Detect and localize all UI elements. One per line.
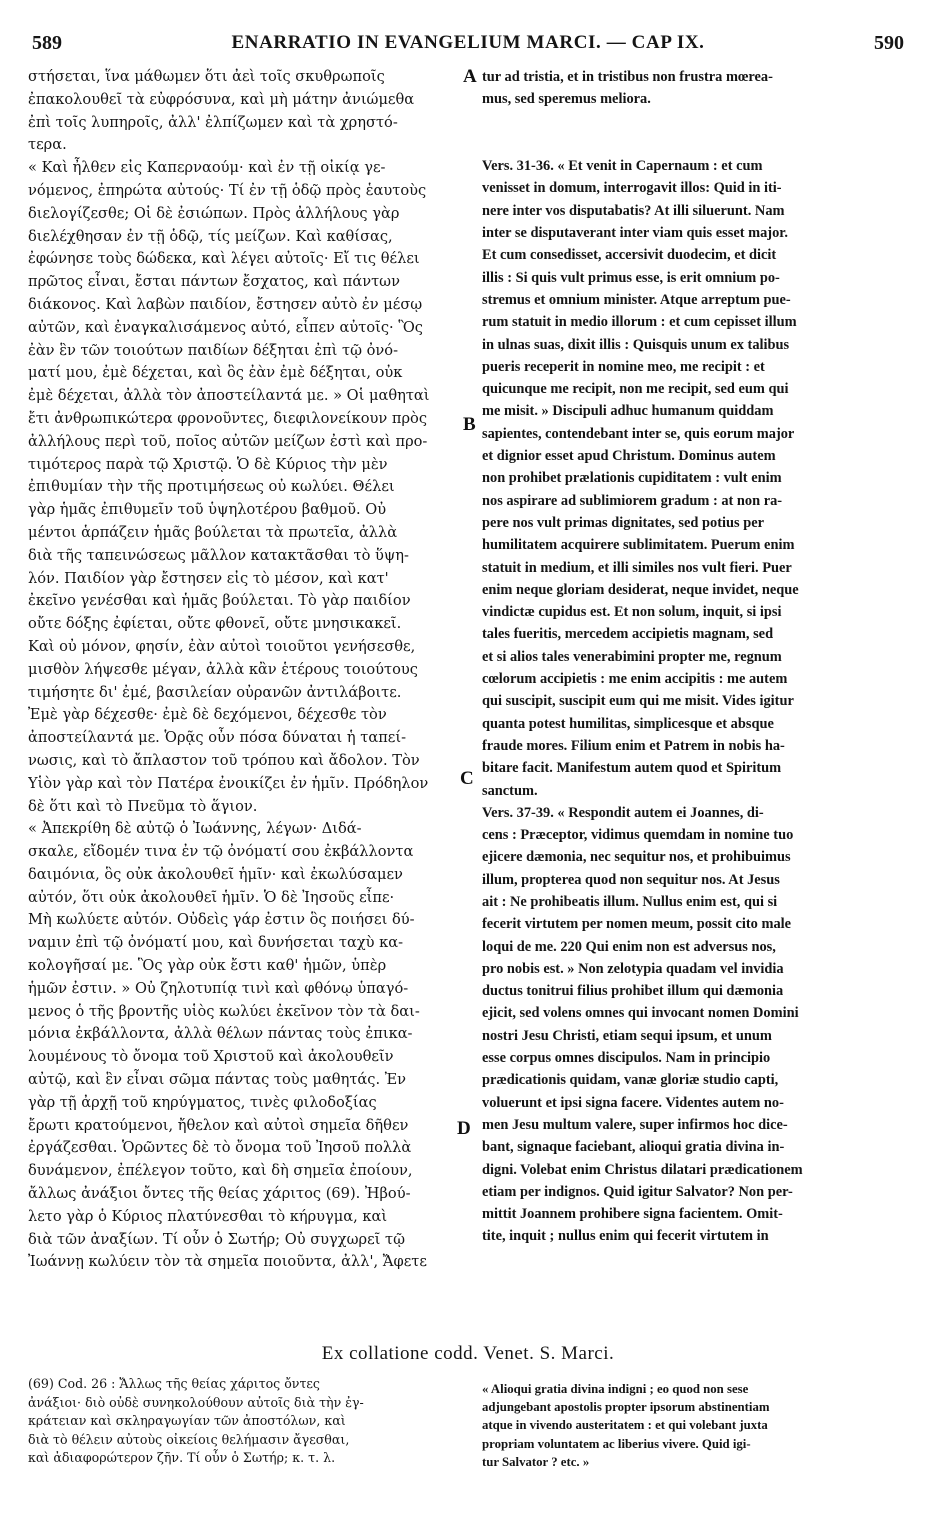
text-line: κράτειαν καὶ σκληραγωγίαν τῶν ἀποστόλων, καὶ [28, 1413, 346, 1429]
text-line: ἐὰν ἓν τῶν τοιούτων παιδίων δέξηται ἐπὶ τῷ ὀνό- [28, 341, 399, 359]
text-line: μενος ὁ τῆς βροντῆς υἱὸς κωλύει ἐκεῖνον τὸν τὰ δαι- [28, 1002, 420, 1020]
text-line: διὰ τῆς ταπεινώσεως μᾶλλον κατακτᾶσθαι τὸ ὕψη- [28, 546, 409, 564]
text-line: fraude mores. Filium enim et Patrem in nobis ha- [482, 737, 785, 754]
text-line: quicunque me recipit, non me recipit, sed eum qui [482, 381, 789, 398]
text-line: fecerit virtutem per nomen meum, possit cito male [482, 916, 792, 933]
text-line: statuit in medium, et illi similes nos vult fieri. Puer [482, 559, 792, 576]
text-line: tur Salvator ? etc. » [482, 1454, 590, 1469]
right-page-number: 590 [874, 32, 904, 54]
text-line: τιμήσητε δι' ἐμέ, βασιλείαν οὐρανῶν ἀντιλάβοιτε. [28, 683, 402, 701]
text-line: ἔρωτι κρατούμενοι, ἤθελον καὶ αὐτοὶ σημεῖα δῆθεν [28, 1116, 409, 1134]
text-line: nere inter vos disputabatis? At illi siluerunt. Nam [482, 202, 785, 219]
text-line: κολογῆσαί με. Ὃς γὰρ οὐκ ἔστι καθ' ἡμῶν, ὑπὲρ [28, 957, 387, 975]
text-line: γὰρ ἡμᾶς ἐπιθυμεῖν τοῦ ὑψηλοτέρου βαθμοῦ. Οὐ [28, 501, 387, 519]
greek-footnote [28, 1375, 460, 1468]
text-line: digni. Volebat enim Christus dilatari prædicationem [482, 1161, 803, 1178]
text-line: mittit Joannem prohibere signa facientem. Omit- [482, 1206, 783, 1223]
text-line: inter se disputaverant inter viam quis esset major. [482, 225, 788, 242]
margin-marker-d: D [457, 1118, 471, 1139]
text-line: atque in vivendo austeritatem : et qui volebant juxta [482, 1418, 768, 1433]
text-line: nostri Jesu Christi, etiam sequi ipsum, et unum [482, 1027, 772, 1044]
text-line: ναμιν ἐπὶ τῷ ὀνόματί μου, καὶ δυνήσεται ταχὺ κα- [28, 934, 404, 952]
text-line: Vers. 37-39. « Respondit autem ei Joannes, di- [482, 804, 764, 821]
text-line: pere nos vult primas dignitates, sed potius per [482, 514, 764, 531]
text-line: ἔτι ἀνθρωπικώτερα φρονοῦντες, διεφιλονείκουν πρὸς [28, 409, 427, 427]
text-line [482, 111, 894, 133]
text-line: pueris receperit in nomine meo, me recipit : et [482, 358, 765, 375]
text-line: διελογίζεσθε; Οἱ δὲ ἐσιώπων. Πρὸς ἀλλήλους γὰρ [28, 204, 400, 222]
text-line: διὰ τῶν ἀναξίων. Τί οὖν ὁ Σωτήρ; Οὐ συγχωρεῖ τῷ [28, 1230, 405, 1248]
text-line: cens : Præceptor, vidimus quemdam in nomine tuo [482, 827, 794, 844]
text-line: sanctum. [482, 782, 538, 799]
text-line: bant, signaque faciebant, alioqui gratia divina in- [482, 1139, 785, 1156]
text-line: vindictæ cupidus est. Et non solum, inquit, si ipsi [482, 604, 782, 621]
text-line: λουμένους τὸ ὄνομα τοῦ Χριστοῦ καὶ ἀκολουθεῖν [28, 1048, 394, 1066]
latin-text-column [482, 66, 894, 1248]
text-line: nos aspirare ad sublimiorem gradum : at non ra- [482, 492, 783, 509]
text-line: Ἐμὲ γὰρ δέχεσθε· ἐμὲ δὲ δεχόμενοι, δέχεσθε τὸν [28, 706, 387, 724]
text-line: αὐτῶν, καὶ ἐναγκαλισάμενος αὐτό, εἶπεν αὐτοῖς· Ὃς [28, 318, 423, 336]
text-line: humilitatem acquirere sublimitatem. Puerum enim [482, 537, 795, 554]
text-line: διὰ τὸ θέλειν αὐτοὺς οἰκείοις θελήμασιν ἄγεσθαι, [28, 1431, 350, 1447]
text-line: enim neque gloriam desiderat, neque invidet, neque [482, 581, 799, 598]
text-line: et si alios tales venerabimini propter me, regnum [482, 648, 782, 665]
text-line: καὶ ἀδιαφορώτερον ζῆν. Τί οὖν ὁ Σωτήρ; κ. τ. λ. [28, 1450, 336, 1466]
text-line: tite, inquit ; nullus enim qui fecerit virtutem in [482, 1228, 769, 1245]
text-line: ejicit, sed volens omnes qui invocant nomen Domini [482, 1005, 799, 1022]
text-line: cœlorum accipietis : me enim accipitis : me autem [482, 671, 788, 688]
text-line: ἐμὲ δέχεται, ἀλλὰ τὸν ἀποστείλαντά με. » Οἱ μαθηταὶ [28, 387, 430, 405]
text-line: etiam per indignos. Quid igitur Salvator? Non per- [482, 1183, 793, 1200]
text-line: Et cum consedisset, accersivit duodecim, et dicit [482, 247, 777, 264]
text-line: ἐπιθυμίαν τὴν τῆς προτιμήσεως οὐ κωλύει. Θέλει [28, 478, 395, 496]
text-line: (69) Cod. 26 : Ἄλλως τῆς θείας χάριτος ὄντες [28, 1376, 320, 1391]
text-line: Υἱὸν γὰρ καὶ τὸν Πατέρα ἐνοικίζει ἐν ἡμῖν. Πρόδηλον [28, 774, 429, 792]
text-line: διελέχθησαν ἐν τῇ ὁδῷ, τίς μείζων. Καὶ καθίσας, [28, 227, 393, 245]
text-line: et dignior esset apud Christum. Dominus autem [482, 448, 776, 465]
text-line: pro nobis est. » Non zelotypia quadam vel invidia [482, 960, 784, 977]
text-line: μισθὸν λήψεσθε μέγαν, ἀλλὰ κἂν ἑτέρους τοιούτους [28, 660, 418, 678]
text-line: ἐκεῖνο γενέσθαι καὶ ἡμᾶς βούλεται. Τὸ γὰρ παιδίον [28, 592, 411, 610]
text-line: στήσεται, ἵνα μάθωμεν ὅτι ἀεὶ τοῖς σκυθρωποῖς [28, 68, 385, 85]
text-line: Καὶ οὐ μόνον, φησίν, ἐὰν αὐτοὶ τοιοῦτοι γενήσεσθε, [28, 637, 416, 655]
text-line: τερα. [28, 136, 67, 154]
text-line: men Jesu multum valere, super infirmos hoc dice- [482, 1116, 788, 1133]
margin-marker-a: A [463, 66, 477, 87]
text-line: ἀλλήλους περὶ τοῦ, ποῖος αὐτῶν μείζων ἐστὶ καὶ προ- [28, 432, 428, 450]
text-line: ματί μου, ἐμὲ δέχεται, καὶ ὃς ἐὰν ἐμὲ δέξηται, οὐκ [28, 364, 403, 382]
text-line: δυνάμενον, ἐπέλεγον τοῦτο, καὶ δὴ σημεῖα ἐποίουν, [28, 1162, 413, 1180]
text-line: illum, propterea quod non sequitur nos. At Jesus [482, 871, 780, 888]
latin-footnote [482, 1380, 894, 1471]
text-line: prædicationis quidam, vanæ gloriæ studio capti, [482, 1072, 779, 1089]
text-line: ἡμῶν ἐστιν. » Οὐ ζηλοτυπίᾳ τινὶ καὶ φθόνῳ ὑπαγό- [28, 979, 409, 997]
text-line: δαιμόνια, ὃς οὐκ ἀκολουθεῖ ἡμῖν· καὶ ἐκωλύσαμεν [28, 865, 403, 883]
collation-heading: Ex collatione codd. Venet. S. Marci. [321, 1343, 615, 1364]
text-line: bitare facit. Manifestum autem quod et Spiritum [482, 760, 782, 777]
text-line: ἐφώνησε τοὺς δώδεκα, καὶ λέγει αὐτοῖς· Εἴ τις θέλει [28, 250, 420, 268]
text-line: ἀνάξιοι· διὸ οὐδὲ συνηκολούθουν αὐτοῖς διὰ τὴν ἐγ- [28, 1394, 364, 1410]
text-line: μέντοι ἁρπάζειν ἡμᾶς βούλεται τὰ πρωτεῖα, ἀλλὰ [28, 523, 398, 541]
text-line: qui suscipit, suscipit eum qui me misit. Vides igitur [482, 693, 794, 710]
text-line: Μὴ κωλύετε αὐτόν. Οὐδεὶς γάρ ἐστιν ὃς ποιήσει δύ- [28, 911, 415, 929]
text-line: ἀποστείλαντά με. Ὁρᾷς οὖν πόσα δύναται ἡ ταπεί- [28, 729, 406, 747]
text-line: ait : Ne prohibeatis illum. Nullus enim est, qui si [482, 893, 778, 910]
text-line: ἐπὶ τοῖς λυπηροῖς, ἀλλ' ἐλπίζωμεν καὶ τὰ χρηστό- [28, 113, 398, 131]
text-line: « Ἀπεκρίθη δὲ αὐτῷ ὁ Ἰωάννης, λέγων· Διδά- [28, 820, 362, 838]
text-line: mus, sed speremus meliora. [482, 91, 651, 108]
text-line: ejicere dæmonia, nec sequitur nos, et prohibuimus [482, 849, 791, 866]
text-line: οὔτε δόξης ἐφίεται, οὔτε φθονεῖ, οὔτε μνησικακεῖ. [28, 615, 402, 633]
text-line: ἄλλως ἀνάξιοι ὄντες τῆς θείας χάριτος (69). Ἠβού- [28, 1185, 411, 1203]
text-line: venisset in domum, interrogavit illos: Quid in iti- [482, 180, 782, 197]
text-line: tales fueritis, mercedem accipietis magnam, sed [482, 626, 774, 643]
text-line: propriam voluntatem ac liberius vivere. Quid igi- [482, 1436, 751, 1451]
text-line: « Alioqui gratia divina indigni ; eo quod non sese [482, 1382, 749, 1396]
text-line: adjungebant apostolis propter ipsorum abstinentiam [482, 1400, 770, 1415]
text-line: « Καὶ ἦλθεν εἰς Καπερναούμ· καὶ ἐν τῇ οἰκίᾳ γε- [28, 159, 386, 177]
text-line: νόμενος, ἐπηρώτα αὐτούς· Τί ἐν τῇ ὁδῷ πρὸς ἑαυτοὺς [28, 181, 427, 199]
text-line: ἐπακολουθεῖ τὰ εὐφρόσυνα, καὶ μὴ μάτην ἀνιώμεθα [28, 90, 415, 108]
text-line: rum statuit in medio illorum : et cum cepisset illum [482, 314, 797, 331]
text-line: quanta potest humilitas, simplicesque et absque [482, 715, 774, 732]
page-header [32, 32, 904, 60]
margin-marker-b: B [463, 414, 476, 435]
running-title: ENARRATIO IN EVANGELIUM MARCI. — CAP IX. [231, 32, 705, 53]
text-line: Vers. 31-36. « Et venit in Capernaum : et cum [482, 158, 763, 175]
text-line: tur ad tristia, et in tristibus non frustra mœrea- [482, 69, 773, 85]
text-line: esse corpus omnes discipulos. Nam in principio [482, 1050, 771, 1067]
left-page-number: 589 [32, 32, 62, 54]
text-line [482, 133, 894, 155]
text-line: voluerunt et ipsi signa facere. Videntes autem no- [482, 1094, 784, 1111]
text-line: αὐτόν, ὅτι οὐκ ἀκολουθεῖ ἡμῖν. Ὁ δὲ Ἰησοῦς εἶπε· [28, 888, 395, 906]
text-line: sapientes, contendebant inter se, quis eorum major [482, 425, 795, 442]
text-line: in ulnas suas, dixit illis : Quisquis unum ex talibus [482, 336, 790, 353]
margin-marker-c: C [460, 768, 474, 789]
text-line: illis : Si quis vult primus esse, is erit omnium po- [482, 269, 780, 286]
text-line: me misit. » Discipuli adhuc humanum quiddam [482, 403, 774, 420]
text-line: λόν. Παιδίον γὰρ ἔστησεν εἰς τὸ μέσον, καὶ κατ' [28, 569, 389, 587]
text-line: μόνια ἐκβάλλοντα, ἀλλὰ θέλων πάντας τοὺς ἐπικα- [28, 1025, 413, 1043]
text-line: αὐτῷ, καὶ ἓν εἶναι σῶμα πάντας τοὺς μαθητάς. Ἐν [28, 1071, 407, 1089]
text-line: loqui de me. 220 Qui enim non est adversus nos, [482, 938, 776, 955]
text-line: σκαλε, εἴδομέν τινα ἐν τῷ ὀνόματί σου ἐκβάλλοντα [28, 843, 414, 861]
text-line: τιμότερος παρὰ τῷ Χριστῷ. Ὁ δὲ Κύριος τὴν μὲν [28, 455, 388, 473]
text-line: stremus et omnium minister. Atque arreptum pue- [482, 291, 791, 308]
text-line: νωσις, καὶ τὸ ἄπλαστον τοῦ τρόπου καὶ ἄδολον. Τὸν [28, 751, 420, 769]
text-line: δὲ ὅτι καὶ τὸ Πνεῦμα τὸ ἅγιον. [28, 797, 258, 815]
text-line: διάκονος. Καὶ λαβὼν παιδίον, ἔστησεν αὐτὸ ἐν μέσῳ [28, 295, 423, 313]
text-line: ἐργάζεσθαι. Ὁρῶντες δὲ τὸ ὄνομα τοῦ Ἰησοῦ πολλὰ [28, 1139, 412, 1157]
text-line: γὰρ τῇ ἀρχῇ τοῦ κηρύγματος, τινὲς φιλοδοξίας [28, 1093, 377, 1111]
text-line: Ἰωάννῃ κωλύειν τὸν τὰ σημεῖα ποιοῦντα, ἀλλ', Ἄφετε [28, 1253, 427, 1271]
text-line: ductus tonitrui filius prohibet illum qui dæmonia [482, 983, 784, 1000]
text-line: λετο γὰρ ὁ Κύριος πλατύνεσθαι τὸ κήρυγμα, καὶ [28, 1207, 388, 1225]
text-line: πρῶτος εἶναι, ἔσται πάντων ἔσχατος, καὶ πάντων [28, 273, 400, 291]
greek-text-column [28, 66, 460, 1274]
text-line: non prohibet prælationis cupiditatem : vult enim [482, 470, 782, 487]
